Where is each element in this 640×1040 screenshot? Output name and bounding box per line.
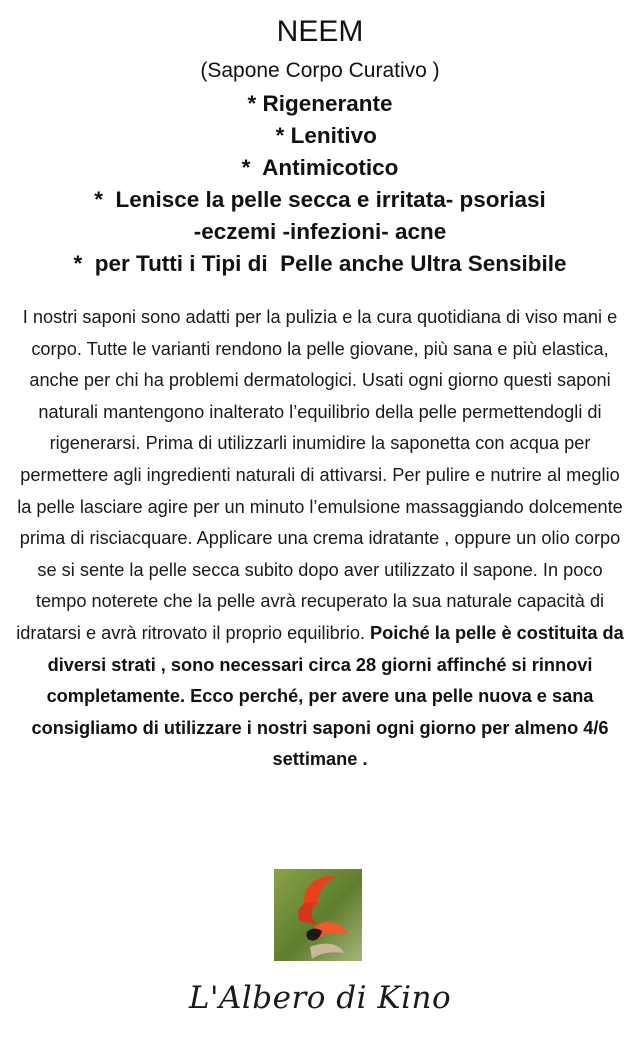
benefit-item: * Antimicotico <box>241 155 399 180</box>
description-bold-text: Poiché la pelle è costituita da diversi strati , sono necessari circa 28 giorni affinché si rinnovi completamente. Ecco perché, per avere una pelle nuova e sana consigliamo di utilizzare i nostri saponi ogni giorno per almeno 4/6 settimane . <box>31 622 624 770</box>
product-subtitle: (Sapone Corpo Curativo ) <box>200 59 440 82</box>
benefit-item: -eczemi -infezioni- acne <box>193 219 447 244</box>
description-paragraph <box>12 302 628 776</box>
description-text: I nostri saponi sono adatti per la pulizia e la cura quotidiana di viso mani e corpo. Tutte le varianti rendono la pelle giovane, più sana e più elastica, anche per chi ha problemi dermatologici. Usati ogni giorno questi saponi naturali mantengono inalterato l’equilibrio della pelle permettendogli di rigenerarsi. Prima di utilizzarli inumidire la saponetta con acqua per permettere agli ingredienti naturali di attivarsi. Per pulire e nutrire al meglio la pelle lasciare agire per un minuto l’emulsione massaggiando dolcemente prima di risciacquare. Applicare una crema idratante , oppure un olio corpo se si sente la pelle secca subito dopo aver utilizzato il sapone. In poco tempo noterete che la pelle avrà recuperato la sua naturale capacità di idratarsi e avrà ritrovato il proprio equilibrio. <box>16 307 623 643</box>
product-title: NEEM <box>276 15 364 48</box>
benefits-list <box>0 88 640 280</box>
brand-name: L'Albero di Kino <box>188 980 452 1016</box>
benefit-item: * Rigenerante <box>247 91 393 116</box>
benefit-item: * Lenitivo <box>263 123 377 148</box>
red-flower-icon <box>274 869 362 961</box>
benefit-item: * per Tutti i Tipi di Pelle anche Ultra Sensibile <box>73 251 567 276</box>
benefit-item: * Lenisce la pelle secca e irritata- psoriasi <box>94 187 546 212</box>
